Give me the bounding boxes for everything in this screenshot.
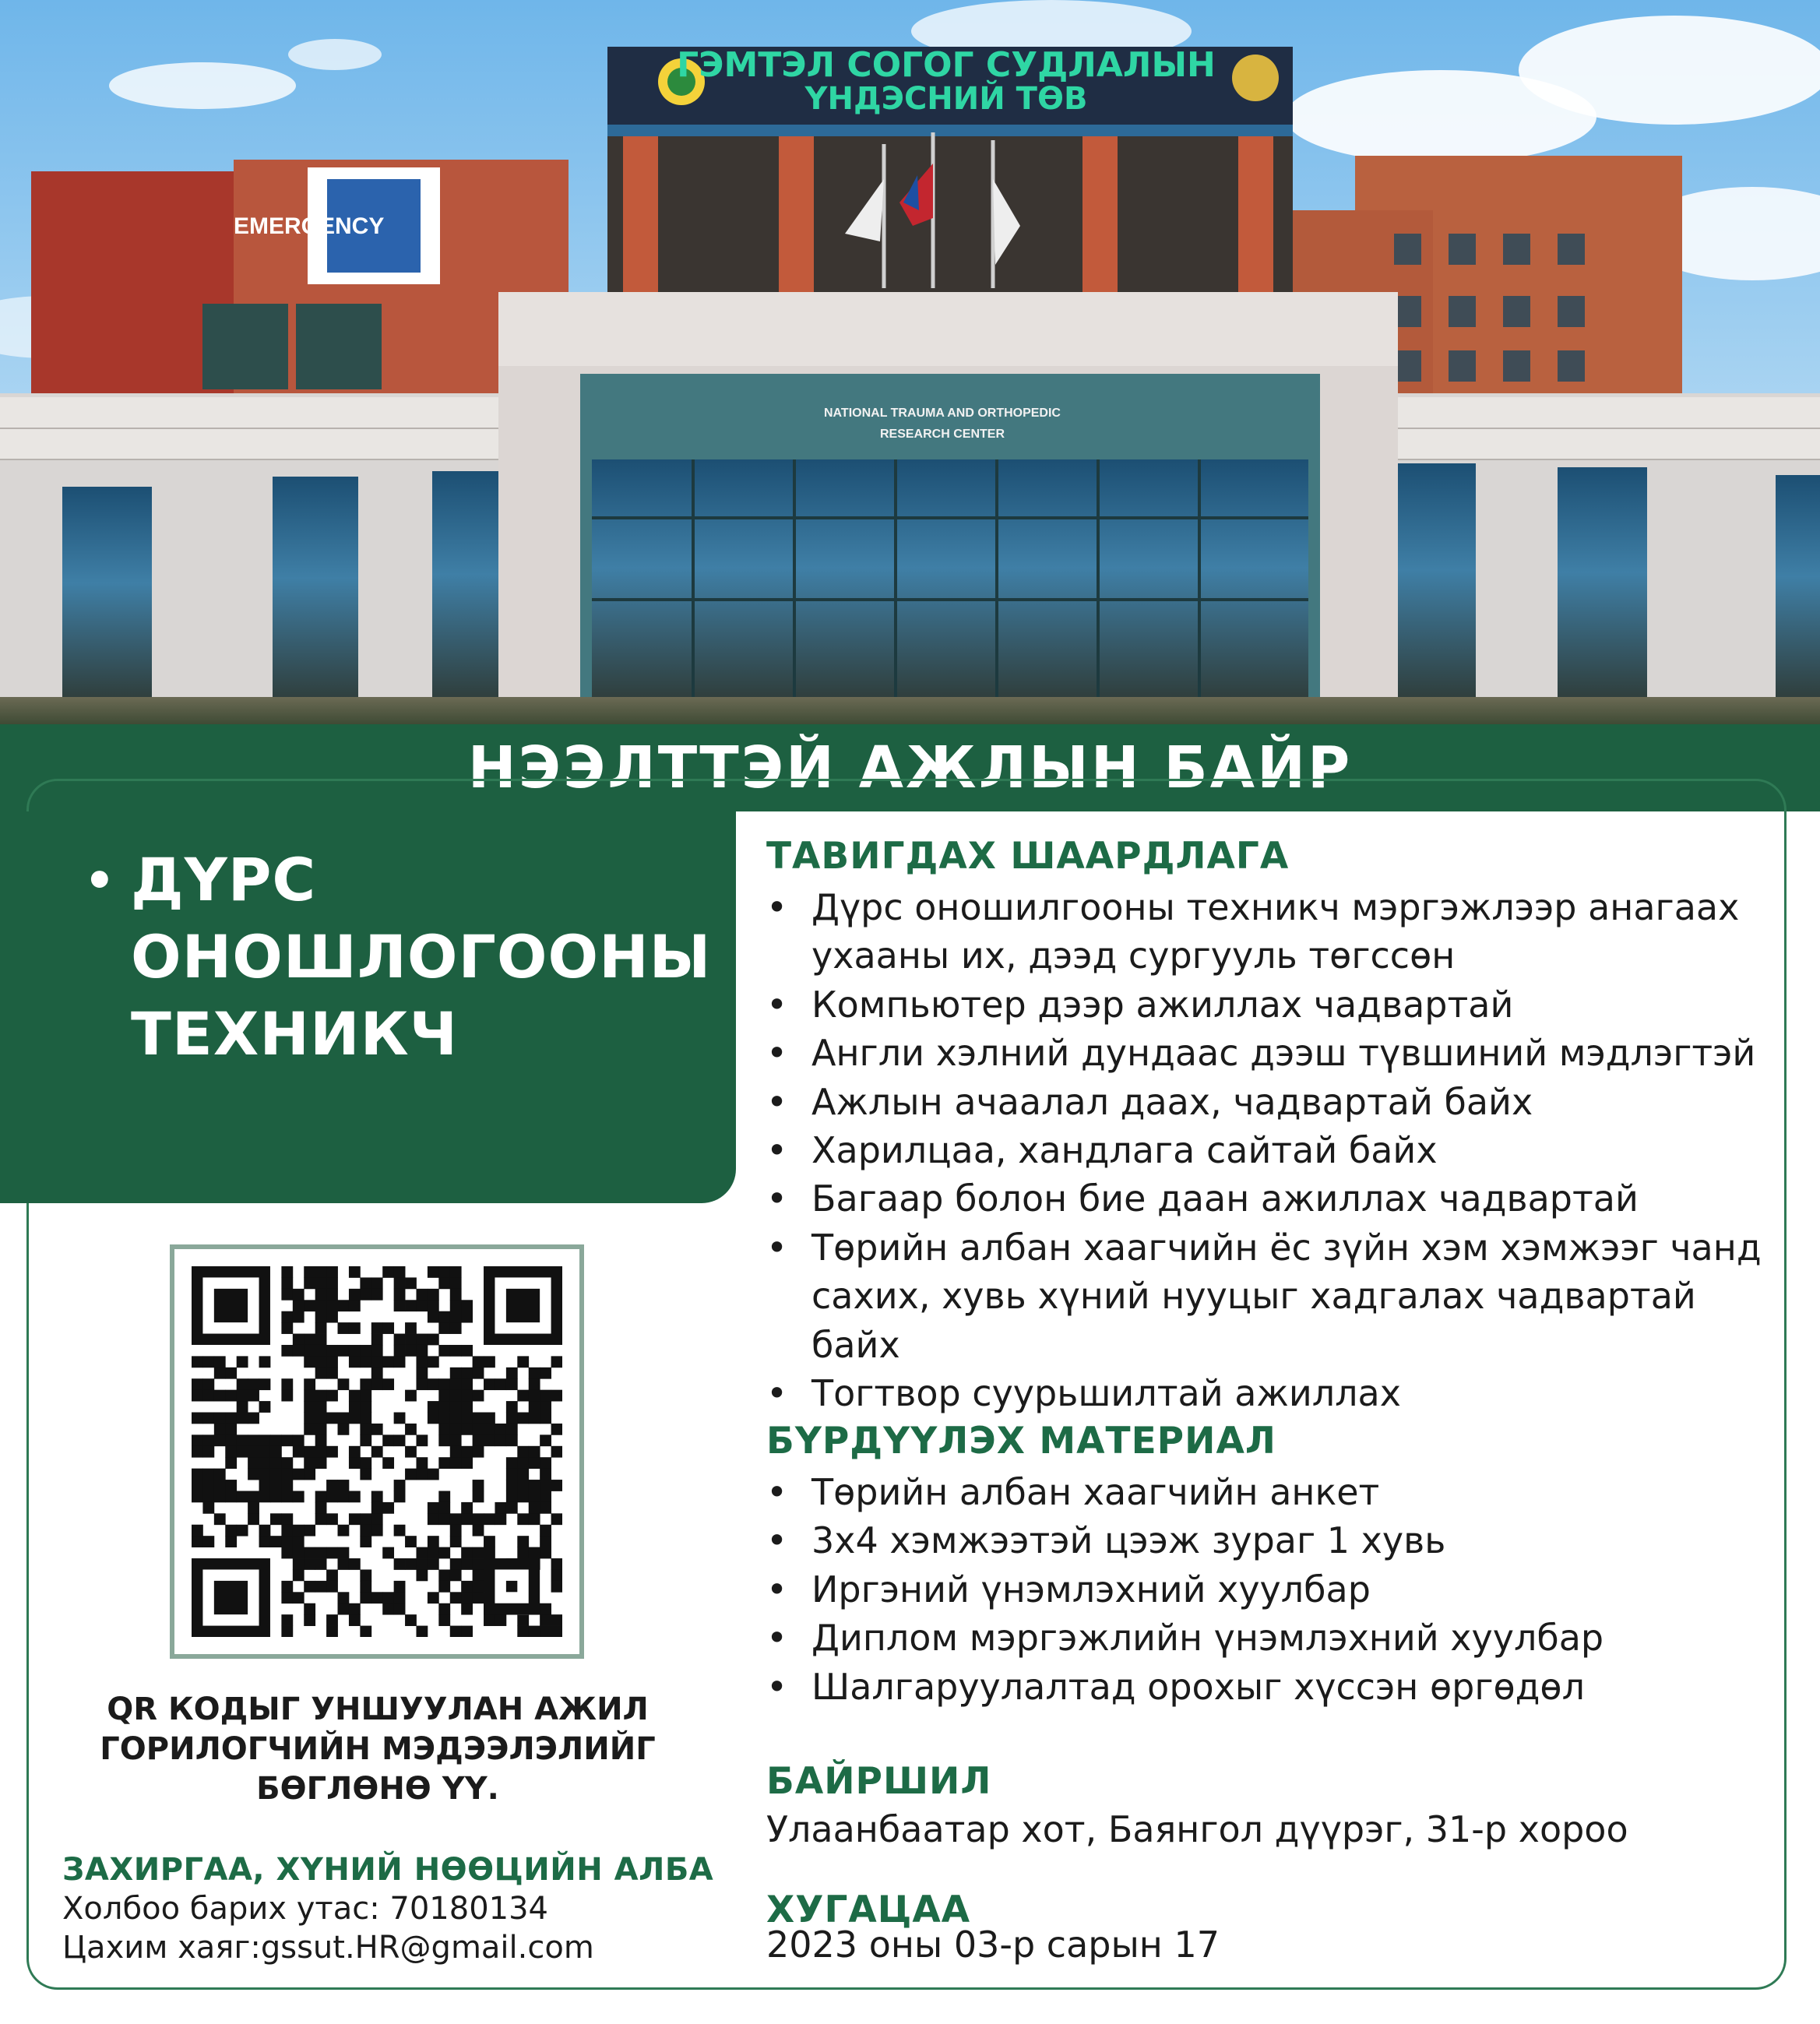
position-title <box>131 841 723 1072</box>
location-text: Улаанбаатар хот, Баянгол дүүрэг, 31-р хороо <box>766 1808 1628 1850</box>
position-title-line: ОНОШЛОГООНЫ <box>131 922 712 991</box>
requirements-list <box>766 883 1779 1417</box>
list-item: • Багаар болон бие даан ажиллах чадвартай <box>766 1177 1639 1220</box>
list-item: • Диплом мэргэжлийн үнэмлэхний хуулбар <box>766 1617 1604 1660</box>
entrance-sign-line-1: NATIONAL TRAUMA AND ORTHOPEDIC <box>824 407 1061 420</box>
position-title-line: ДҮРС <box>131 845 317 914</box>
qr-caption-line: ГОРИЛОГЧИЙН МЭДЭЭЛЭЛИЙГ <box>100 1731 656 1767</box>
contact-org: ЗАХИРГАА, ХҮНИЙ НӨӨЦИЙН АЛБА <box>62 1852 714 1888</box>
contact-email: Цахим хаяг:gssut.HR@gmail.com <box>62 1930 594 1966</box>
position-bullet: • <box>84 852 115 909</box>
list-item: • Компьютер дээр ажиллах чадвартай <box>766 983 1514 1026</box>
position-title-line: ТЕХНИКЧ <box>131 999 459 1068</box>
list-item: • Ажлын ачаалал даах, чадвартай байх <box>766 1080 1533 1123</box>
deadline-heading: ХУГАЦАА <box>766 1888 971 1931</box>
qr-code[interactable] <box>170 1244 584 1659</box>
materials-heading: БҮРДҮҮЛЭХ МАТЕРИАЛ <box>766 1420 1276 1463</box>
qr-caption <box>78 1690 678 1809</box>
building-photo <box>0 0 1820 724</box>
qr-caption-line: БӨГЛӨНӨ ҮҮ. <box>256 1771 499 1807</box>
location-heading: БАЙРШИЛ <box>766 1760 992 1803</box>
sign-line-2: ҮНДЭСНИЙ ТӨВ <box>804 81 1088 117</box>
list-item: • Англи хэлний дундаас дээш түвшиний мэдлэгтэй <box>766 1032 1756 1075</box>
contact-phone: Холбоо барих утас: 70180134 <box>62 1891 548 1927</box>
list-item: • Төрийн албан хаагчийн анкет <box>766 1471 1380 1513</box>
list-item: • Дүрс оношилгооны техникч мэргэжлээр анагаах ухааны их, дээд сургууль төгссөн <box>766 886 1740 977</box>
list-item: • 3х4 хэмжээтэй цээж зураг 1 хувь <box>766 1519 1446 1562</box>
entrance-sign-line-2: RESEARCH CENTER <box>879 428 1005 441</box>
qr-code-image <box>192 1266 562 1637</box>
page-title: НЭЭЛТТЭЙ АЖЛЫН БАЙР <box>467 734 1353 801</box>
list-item: • Төрийн албан хаагчийн ёс зүйн хэм хэмжээг чанд сахих, хувь хүний нууцыг хадгалах чадвартай байх <box>766 1226 1762 1366</box>
requirements-heading: ТАВИГДАХ ШААРДЛАГА <box>766 835 1290 878</box>
sign-line-1: ГЭМТЭЛ СОГОГ СУДЛАЛЫН <box>677 45 1216 85</box>
materials-list <box>766 1468 1779 1711</box>
list-item: • Шалгаруулалтад орохыг хүссэн өргөдөл <box>766 1665 1585 1708</box>
list-item: • Тогтвор суурьшилтай ажиллах <box>766 1372 1401 1415</box>
qr-caption-line: QR КОДЫГ УНШУУЛАН АЖИЛ <box>107 1691 649 1727</box>
list-item: • Иргэний үнэмлэхний хуулбар <box>766 1568 1371 1610</box>
deadline-text: 2023 оны 03-р сарын 17 <box>766 1924 1220 1966</box>
emergency-sign: EMERGENCY <box>234 213 385 239</box>
list-item: • Харилцаа, хандлага сайтай байх <box>766 1129 1438 1172</box>
